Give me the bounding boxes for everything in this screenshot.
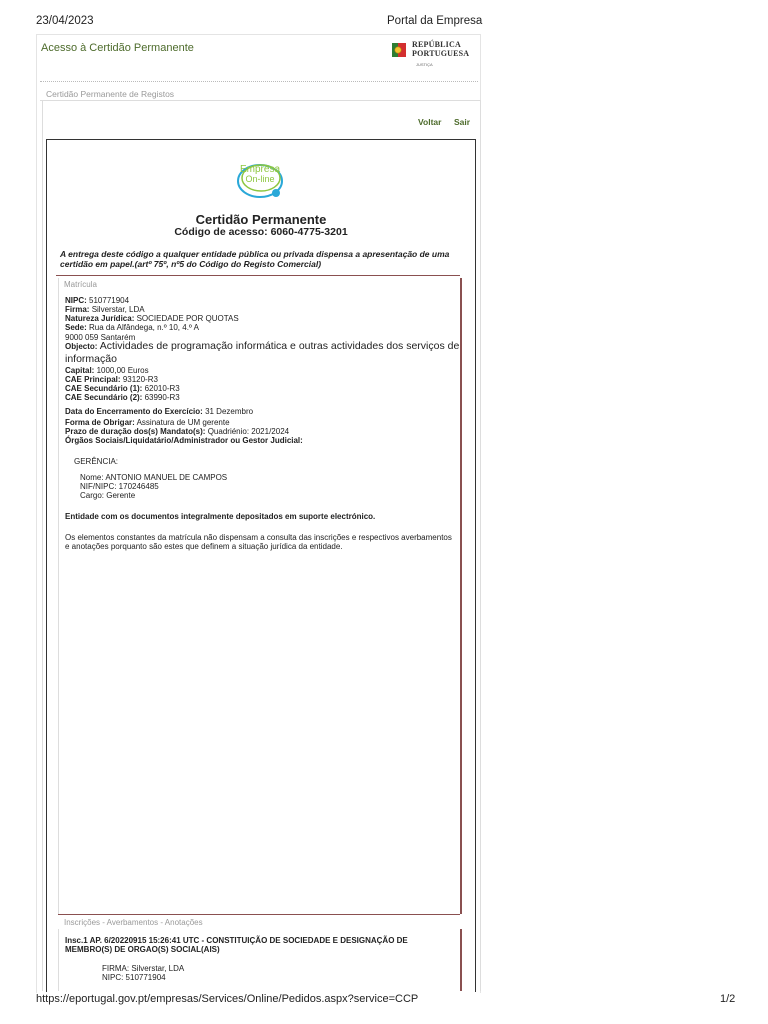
inscricoes-label: Inscrições - Averbamentos - Anotações <box>64 918 203 927</box>
field-cae-principal: CAE Principal: 93120-R3 <box>65 375 158 384</box>
officer-cargo: Cargo: Gerente <box>80 491 136 500</box>
section-label: Certidão Permanente de Registos <box>46 89 175 99</box>
field-cae-secundario-1: CAE Secundário (1): 62010-R3 <box>65 384 180 393</box>
logo-text-empresa: Empresa <box>239 164 281 175</box>
gerencia-heading: GERÊNCIA: <box>74 457 119 466</box>
matricula-disclaimer: Os elementos constantes da matrícula não dispensam a consulta das inscrições e respectivos averbamentos e anotações porquanto são estes que definem a situação jurídica da entidade. <box>65 533 452 551</box>
field-orgaos-sociais: Órgãos Sociais/Liquidatário/Administrador ou Gestor Judicial: <box>65 436 303 445</box>
logo-text-justica: JUSTIÇA <box>416 62 433 67</box>
field-forma-obrigar: Forma de Obrigar: Assinatura de UM gerente <box>65 418 230 427</box>
header-divider <box>40 81 478 82</box>
field-encerramento: Data do Encerramento do Exercício: 31 Dezembro <box>65 407 254 416</box>
print-date: 23/04/2023 <box>36 15 94 27</box>
logo-text-portuguesa: PORTUGUESA <box>412 49 470 58</box>
divider <box>58 914 460 915</box>
matricula-label: Matrícula <box>64 280 97 289</box>
field-firma: Firma: Silverstar, LDA <box>65 305 145 314</box>
empresa-online-logo <box>234 151 286 203</box>
field-objecto: Objecto: Actividades de programação informática e outras actividades dos serviços de informação <box>65 340 460 365</box>
officer-name: Nome: ANTONIO MANUEL DE CAMPOS <box>80 473 228 482</box>
field-postal: 9000 059 Santarém <box>65 333 136 342</box>
field-natureza-juridica: Natureza Jurídica: SOCIEDADE POR QUOTAS <box>65 314 239 323</box>
legal-notice: A entrega deste código a qualquer entidade pública ou privada dispensa a apresentação de uma certidão em papel.(artº 75º, nº5 do Código do Registo Comercial) <box>60 249 450 269</box>
field-cae-secundario-2: CAE Secundário (2): 63990-R3 <box>65 393 180 402</box>
portal-title: Acesso à Certidão Permanente <box>41 42 194 54</box>
republica-portuguesa-logo <box>392 40 472 68</box>
field-nipc: NIPC: 510771904 <box>65 296 130 305</box>
field-capital: Capital: 1000,00 Euros <box>65 366 149 375</box>
field-sede: Sede: Rua da Alfândega, n.º 10, 4.º A <box>65 323 199 332</box>
logo-text-republica: REPÚBLICA <box>412 40 461 49</box>
access-code: Código de acesso: 6060-4775-3201 <box>174 226 348 238</box>
portugal-flag-icon <box>392 40 408 60</box>
inscricao-firma: FIRMA: Silverstar, LDA <box>102 964 185 973</box>
inscricao-title: Insc.1 AP. 6/20220915 15:26:41 UTC - CONSTITUIÇÃO DE SOCIEDADE E DESIGNAÇÃO DE MEMBRO(S) DE ORGAO(S) SOCIAL(AIS) <box>65 936 408 954</box>
field-prazo-mandato: Prazo de duração dos(s) Mandato(s): Quadriénio: 2021/2024 <box>65 427 290 436</box>
certificate-title: Certidão Permanente <box>195 212 327 227</box>
exit-link[interactable]: Sair <box>454 117 471 127</box>
back-link[interactable]: Voltar <box>418 117 442 127</box>
print-page-title: Portal da Empresa <box>387 15 483 27</box>
print-url: https://eportugal.gov.pt/empresas/Services/Online/Pedidos.aspx?service=CCP <box>36 993 419 1005</box>
print-page-number: 1/2 <box>720 993 736 1005</box>
deposit-statement: Entidade com os documentos integralmente depositados em suporte electrónico. <box>65 512 376 521</box>
divider <box>56 275 460 276</box>
logo-text-online: On-line <box>245 174 275 184</box>
officer-nif: NIF/NIPC: 170246485 <box>80 482 159 491</box>
inscricao-nipc: NIPC: 510771904 <box>102 973 166 982</box>
